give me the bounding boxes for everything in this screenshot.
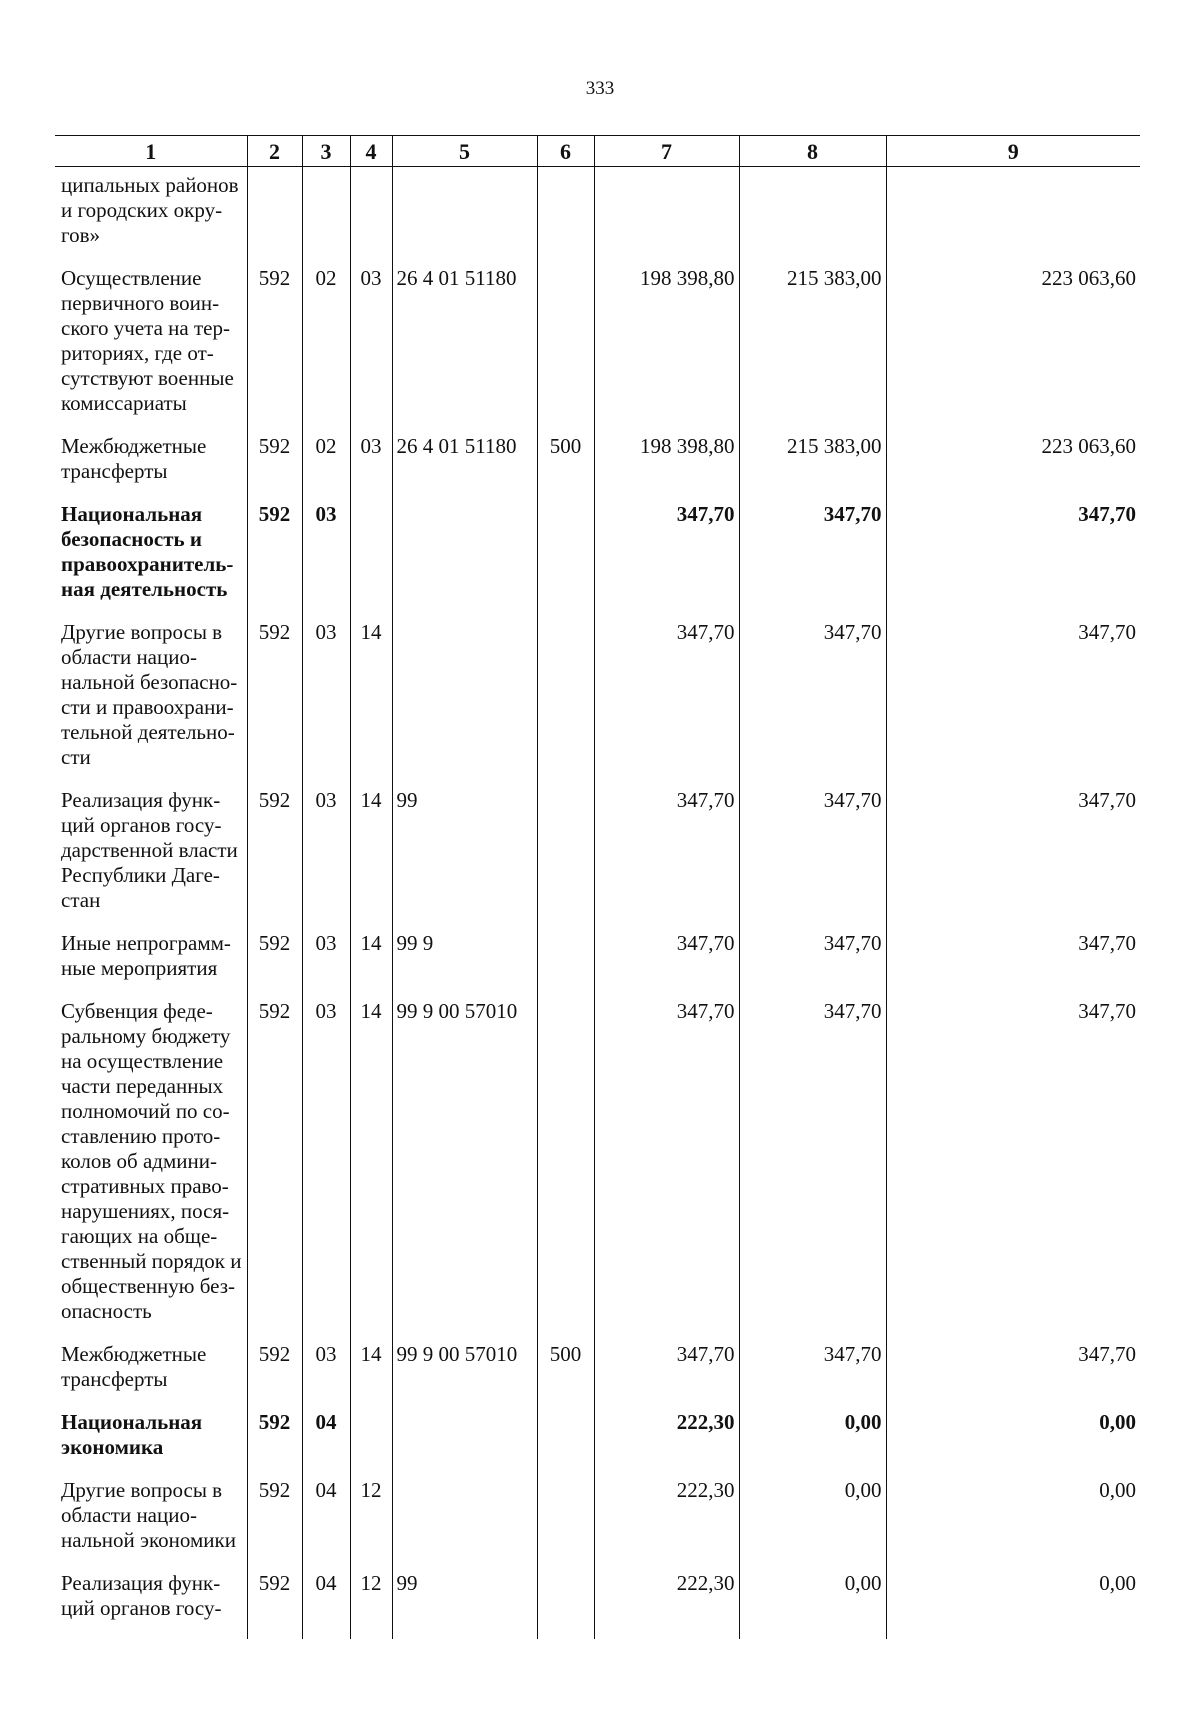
cell-col-2: 592 bbox=[247, 931, 302, 999]
row-name: Межбюджетные трансферты bbox=[61, 434, 207, 483]
table-row bbox=[55, 434, 1140, 502]
header-col-8: 8 bbox=[739, 136, 886, 167]
table-row bbox=[55, 931, 1140, 999]
header-row bbox=[55, 136, 1140, 167]
cell-col-8: 347,70 bbox=[739, 931, 886, 999]
cell-col-2: 592 bbox=[247, 266, 302, 434]
cell-col-9: 347,70 bbox=[886, 931, 1140, 999]
cell-col-7: 347,70 bbox=[594, 999, 739, 1342]
table-row bbox=[55, 266, 1140, 434]
table-row bbox=[55, 788, 1140, 931]
cell-col-4: 12 bbox=[350, 1478, 392, 1571]
cell-col-4 bbox=[350, 502, 392, 620]
cell-col-3: 04 bbox=[302, 1410, 350, 1478]
cell-col-9: 0,00 bbox=[886, 1571, 1140, 1639]
cell-col-5 bbox=[392, 502, 537, 620]
cell-col-9: 223 063,60 bbox=[886, 434, 1140, 502]
cell-col-9: 347,70 bbox=[886, 788, 1140, 931]
cell-col-2: 592 bbox=[247, 1571, 302, 1639]
cell-col-6 bbox=[537, 1571, 594, 1639]
cell-col-3: 03 bbox=[302, 788, 350, 931]
cell-col-3: 03 bbox=[302, 999, 350, 1342]
cell-col-8: 215 383,00 bbox=[739, 266, 886, 434]
cell-col-7: 198 398,80 bbox=[594, 434, 739, 502]
cell-col-9 bbox=[886, 167, 1140, 267]
table-row bbox=[55, 999, 1140, 1342]
cell-col-7: 347,70 bbox=[594, 788, 739, 931]
row-name: Реализация функ-ций органов госу- bbox=[61, 1571, 222, 1620]
cell-col-3: 03 bbox=[302, 502, 350, 620]
cell-col-6 bbox=[537, 266, 594, 434]
cell-col-2: 592 bbox=[247, 434, 302, 502]
table-row bbox=[55, 1571, 1140, 1639]
cell-col-6 bbox=[537, 502, 594, 620]
cell-col-6 bbox=[537, 167, 594, 267]
cell-col-2: 592 bbox=[247, 620, 302, 788]
header-col-3: 3 bbox=[302, 136, 350, 167]
cell-col-6 bbox=[537, 788, 594, 931]
row-name: ципальных районов и городских окру-гов» bbox=[61, 173, 239, 247]
row-name: Иные непрограмм-ные мероприятия bbox=[61, 931, 231, 980]
cell-col-8: 215 383,00 bbox=[739, 434, 886, 502]
cell-col-9: 0,00 bbox=[886, 1478, 1140, 1571]
cell-col-4: 14 bbox=[350, 931, 392, 999]
cell-col-7: 222,30 bbox=[594, 1571, 739, 1639]
cell-col-3 bbox=[302, 167, 350, 267]
row-name: Другие вопросы в области нацио-нальной экономики bbox=[61, 1478, 236, 1552]
cell-col-3: 04 bbox=[302, 1571, 350, 1639]
cell-col-7: 347,70 bbox=[594, 1342, 739, 1410]
cell-col-5: 26 4 01 51180 bbox=[392, 434, 537, 502]
table-row bbox=[55, 1342, 1140, 1410]
cell-col-2: 592 bbox=[247, 1478, 302, 1571]
cell-col-3: 02 bbox=[302, 266, 350, 434]
header-col-1: 1 bbox=[55, 136, 247, 167]
header-col-7: 7 bbox=[594, 136, 739, 167]
cell-col-6 bbox=[537, 1478, 594, 1571]
table-row bbox=[55, 502, 1140, 620]
cell-col-9: 223 063,60 bbox=[886, 266, 1140, 434]
cell-col-7 bbox=[594, 167, 739, 267]
cell-col-6 bbox=[537, 999, 594, 1342]
cell-col-4: 03 bbox=[350, 434, 392, 502]
table-row bbox=[55, 1410, 1140, 1478]
budget-table bbox=[55, 135, 1140, 1639]
header-col-6: 6 bbox=[537, 136, 594, 167]
cell-col-9: 347,70 bbox=[886, 999, 1140, 1342]
cell-col-5 bbox=[392, 167, 537, 267]
cell-col-8: 347,70 bbox=[739, 788, 886, 931]
cell-col-2: 592 bbox=[247, 502, 302, 620]
row-name: Реализация функ-ций органов госу-дарственной власти Республики Даге-стан bbox=[61, 788, 238, 912]
cell-col-8: 347,70 bbox=[739, 502, 886, 620]
header-col-9: 9 bbox=[886, 136, 1140, 167]
header-col-4: 4 bbox=[350, 136, 392, 167]
cell-col-7: 347,70 bbox=[594, 931, 739, 999]
cell-col-2 bbox=[247, 167, 302, 267]
cell-col-3: 02 bbox=[302, 434, 350, 502]
cell-col-5 bbox=[392, 1478, 537, 1571]
row-name: Осуществление первичного воин-ского учета на тер-риториях, где от-сутствуют военные комиссариаты bbox=[61, 266, 234, 415]
cell-col-4: 12 bbox=[350, 1571, 392, 1639]
cell-col-3: 03 bbox=[302, 1342, 350, 1410]
cell-col-5: 99 bbox=[392, 788, 537, 931]
row-name: Национальная экономика bbox=[61, 1410, 203, 1459]
cell-col-2: 592 bbox=[247, 999, 302, 1342]
row-name: Другие вопросы в области нацио-нальной безопасно-сти и правоохрани-тельной деятельно-сти bbox=[61, 620, 238, 769]
cell-col-4: 14 bbox=[350, 620, 392, 788]
cell-col-2: 592 bbox=[247, 1410, 302, 1478]
cell-col-8: 0,00 bbox=[739, 1478, 886, 1571]
header-col-2: 2 bbox=[247, 136, 302, 167]
cell-col-6 bbox=[537, 931, 594, 999]
cell-col-4: 03 bbox=[350, 266, 392, 434]
header-col-5: 5 bbox=[392, 136, 537, 167]
cell-col-7: 347,70 bbox=[594, 620, 739, 788]
cell-col-5: 26 4 01 51180 bbox=[392, 266, 537, 434]
table-row bbox=[55, 1478, 1140, 1571]
row-name: Субвенция феде-ральному бюджету на осуществление части переданных полномочий по со-ставлению прото-колов об админи-стративных право-нарушениях, пося-гающих на обще-ственный порядок и общественную без-опасность bbox=[61, 999, 242, 1323]
cell-col-4: 14 bbox=[350, 999, 392, 1342]
cell-col-2: 592 bbox=[247, 788, 302, 931]
cell-col-5 bbox=[392, 1410, 537, 1478]
table-body bbox=[55, 167, 1140, 1640]
cell-col-4: 14 bbox=[350, 1342, 392, 1410]
cell-col-5: 99 9 00 57010 bbox=[392, 1342, 537, 1410]
cell-col-3: 03 bbox=[302, 620, 350, 788]
cell-col-8: 347,70 bbox=[739, 1342, 886, 1410]
cell-col-5 bbox=[392, 620, 537, 788]
cell-col-8 bbox=[739, 167, 886, 267]
cell-col-7: 198 398,80 bbox=[594, 266, 739, 434]
row-name: Межбюджетные трансферты bbox=[61, 1342, 207, 1391]
cell-col-4: 14 bbox=[350, 788, 392, 931]
table-row bbox=[55, 620, 1140, 788]
cell-col-9: 347,70 bbox=[886, 1342, 1140, 1410]
cell-col-5: 99 bbox=[392, 1571, 537, 1639]
cell-col-7: 347,70 bbox=[594, 502, 739, 620]
cell-col-6: 500 bbox=[537, 1342, 594, 1410]
cell-col-6 bbox=[537, 1410, 594, 1478]
cell-col-8: 347,70 bbox=[739, 999, 886, 1342]
cell-col-3: 03 bbox=[302, 931, 350, 999]
page-number: 333 bbox=[585, 78, 615, 99]
table-row bbox=[55, 167, 1140, 267]
cell-col-9: 347,70 bbox=[886, 620, 1140, 788]
cell-col-2: 592 bbox=[247, 1342, 302, 1410]
cell-col-7: 222,30 bbox=[594, 1410, 739, 1478]
cell-col-5: 99 9 bbox=[392, 931, 537, 999]
cell-col-9: 0,00 bbox=[886, 1410, 1140, 1478]
cell-col-8: 0,00 bbox=[739, 1410, 886, 1478]
cell-col-7: 222,30 bbox=[594, 1478, 739, 1571]
cell-col-8: 347,70 bbox=[739, 620, 886, 788]
cell-col-8: 0,00 bbox=[739, 1571, 886, 1639]
cell-col-6 bbox=[537, 620, 594, 788]
row-name: Национальная безопасность и правоохранитель-ная деятельность bbox=[61, 502, 234, 601]
cell-col-9: 347,70 bbox=[886, 502, 1140, 620]
cell-col-4 bbox=[350, 167, 392, 267]
cell-col-5: 99 9 00 57010 bbox=[392, 999, 537, 1342]
cell-col-6: 500 bbox=[537, 434, 594, 502]
cell-col-4 bbox=[350, 1410, 392, 1478]
cell-col-3: 04 bbox=[302, 1478, 350, 1571]
